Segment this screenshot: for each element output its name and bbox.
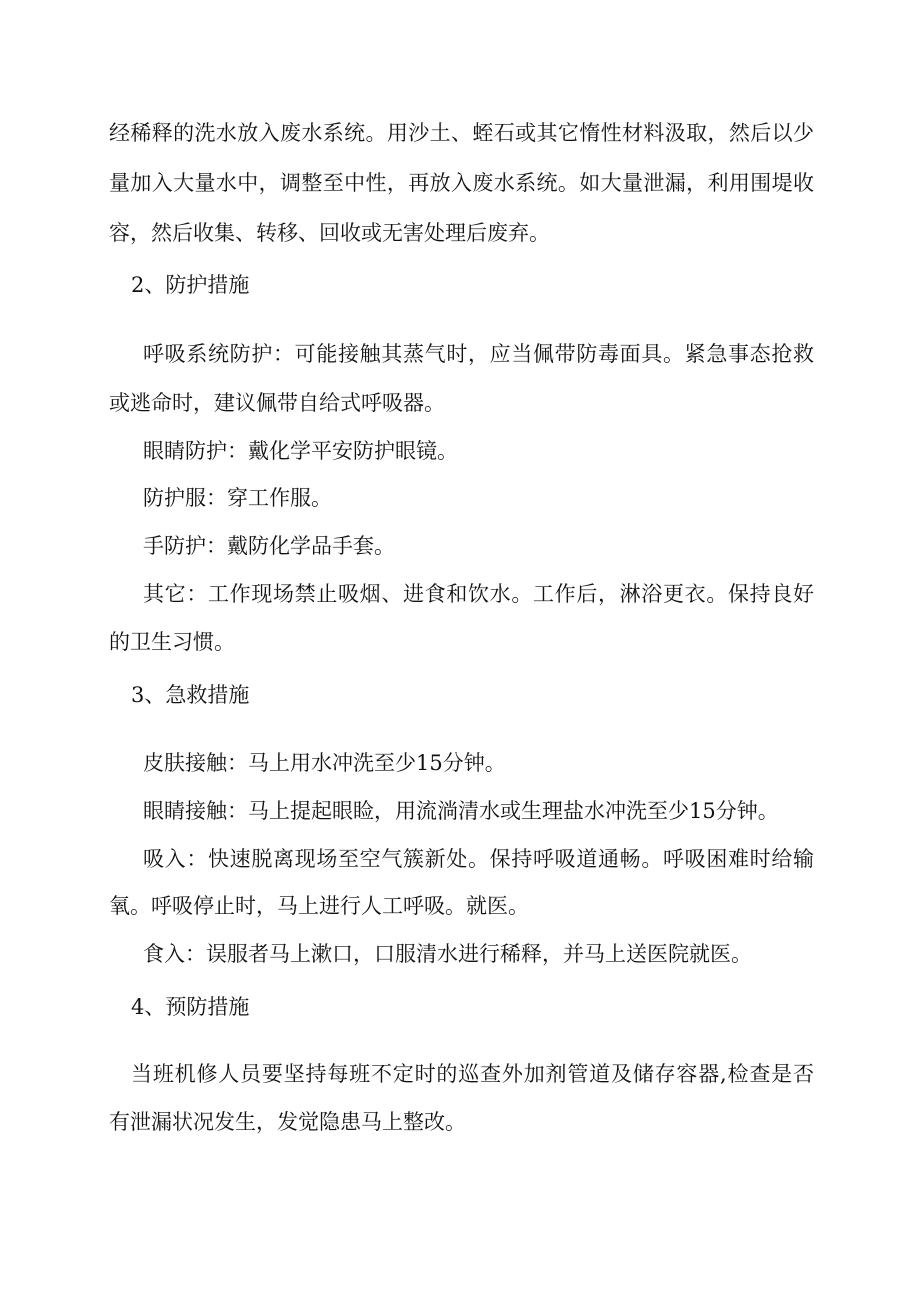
paragraph-line: 当班机修人员要坚持每班不定时的巡查外加剂管道及储存容器,检查是否: [131, 1062, 814, 1086]
paragraph-line: 的卫生习惯。: [109, 630, 235, 654]
section-heading: 2、防护措施: [131, 273, 250, 297]
paragraph-line: 呼吸系统防护：可能接触其蒸气时，应当佩带防毒面具。紧急事态抢救: [143, 342, 814, 366]
paragraph-line: 眼睛接触：马上提起眼睑，用流淌清水或生理盐水冲洗至少15分钟。: [143, 799, 779, 823]
paragraph-line: 皮肤接触：马上用水冲洗至少15分钟。: [143, 751, 506, 775]
paragraph-line: 有泄漏状况发生，发觉隐患马上整改。: [109, 1110, 466, 1134]
paragraph-line: 量加入大量水中，调整至中性，再放入废水系统。如大量泄漏，利用围堤收: [109, 171, 814, 195]
paragraph-line: 吸入：快速脱离现场至空气簇新处。保持呼吸道通畅。呼吸困难时给输: [143, 847, 814, 871]
paragraph-line: 或逃命时，建议佩带自给式呼吸器。: [109, 391, 445, 415]
section-heading: 3、急救措施: [131, 683, 250, 707]
paragraph-line: 眼睛防护：戴化学平安防护眼镜。: [143, 439, 458, 463]
paragraph-line: 容，然后收集、转移、回收或无害处理后废弃。: [109, 221, 550, 245]
paragraph-line: 食入：误服者马上漱口，口服清水进行稀释，并马上送医院就医。: [143, 942, 752, 966]
paragraph-line: 氧。呼吸停止时，马上进行人工呼吸。就医。: [109, 894, 529, 918]
paragraph-line: 其它：工作现场禁止吸烟、进食和饮水。工作后，淋浴更衣。保持良好: [143, 582, 814, 606]
paragraph-line: 手防护：戴防化学品手套。: [143, 534, 395, 558]
section-heading: 4、预防措施: [131, 995, 250, 1019]
paragraph-line: 经稀释的洗水放入废水系统。用沙土、蛭石或其它惰性材料汲取，然后以少: [109, 121, 814, 145]
paragraph-line: 防护服：穿工作服。: [143, 486, 332, 510]
